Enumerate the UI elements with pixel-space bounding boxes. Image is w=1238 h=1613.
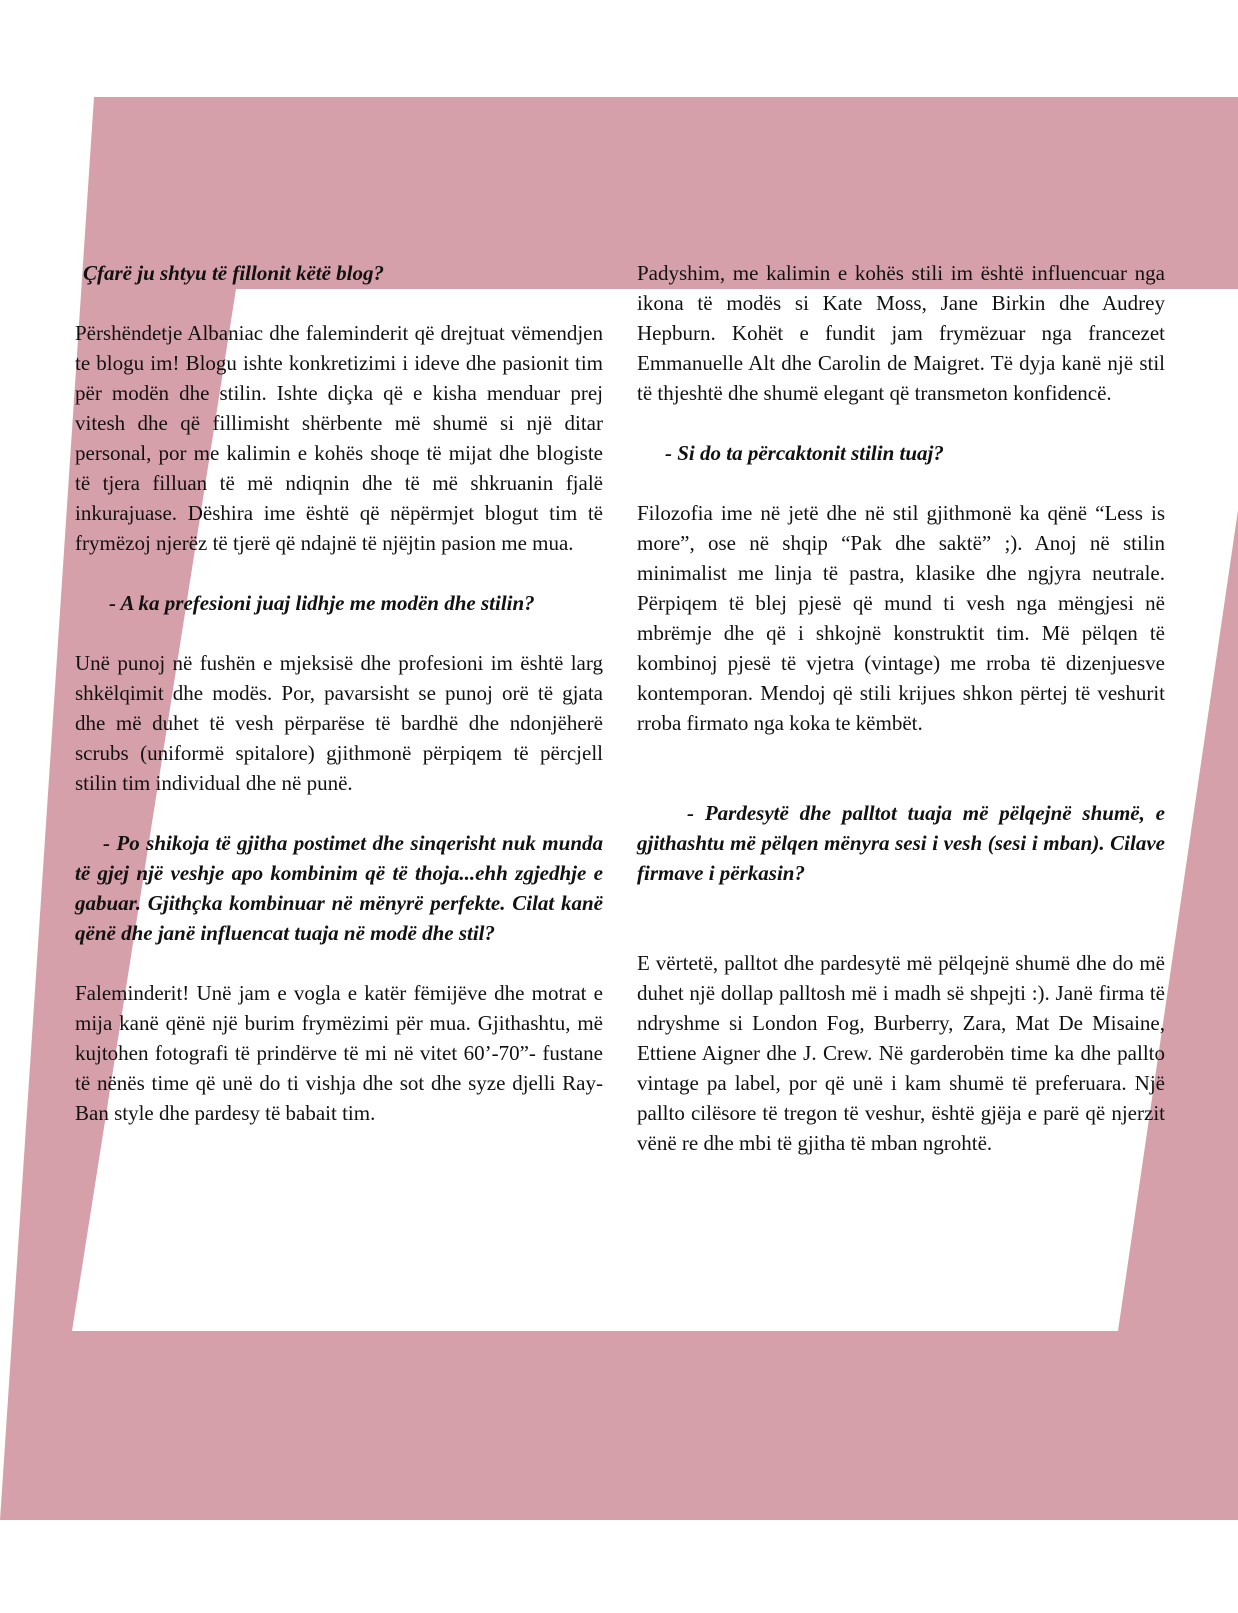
spacer [637,888,1165,948]
spacer [637,738,1165,798]
spacer [75,288,603,318]
question-style: - Si do ta përcaktonit stilin tuaj? [665,441,944,465]
answer-coats: E vërtetë, palltot dhe pardesytë më pëlqejnë shumë dhe do më duhet një dollap palltosh më i madh së shpejti :). Janë firma të ndryshme si London Fog, Burberry, Zara, Mat De Misaine, Ettiene Aigner dhe J. Crew. Në garderobën time ka dhe pallto vintage pa label, por që unë i kam shumë të preferuara. Një pallto cilësore të tregon të veshur, është gjëja e parë që njerzit vënë re dhe mbi të gjitha të mban ngrohtë. [637,951,1165,1155]
answer-influences-part1: Faleminderit! Unë jam e vogla e katër fëmijëve dhe motrat e mija kanë qënë një burim frymëzimi për mua. Gjithashtu, më kujtohen fotografi të prindërve të mi në vitet 60’-70”- fustane të nënës time që unë do ti vishja dhe sot dhe syze djelli Ray-Ban style dhe pardesy të babait tim. [75,981,603,1125]
question-influences: - Po shikoja të gjitha postimet dhe sinqerisht nuk munda të gjej një veshje apo kombinim që të thoja...ehh zgjedhje e gabuar. Gjithçka kombinuar në mënyrë perfekte. Cilat kanë qënë dhe janë influencat tuaja në modë dhe stil? [75,831,603,945]
spacer [75,798,603,828]
left-column [75,258,603,1128]
question-profession: - A ka prefesioni juaj lidhje me modën dhe stilin? [109,591,535,615]
question-start-blog: Çfarë ju shtyu të fillonit këtë blog? [83,261,385,285]
answer-influences-part2: Padyshim, me kalimin e kohës stili im është influencuar nga ikona të modës si Kate Moss, Jane Birkin dhe Audrey Hepburn. Kohët e fundit jam frymëzuar nga francezet Emmanuelle Alt dhe Carolin de Maigret. Të dyja kanë një stil të thjeshtë dhe shumë elegant që transmeton konfidencë. [637,261,1165,405]
spacer [75,558,603,588]
answer-start-blog: Përshëndetje Albaniac dhe faleminderit që drejtuat vëmendjen te blogu im! Blogu ishte konkretizimi i ideve dhe pasionit tim për modën dhe stilin. Ishte diçka që e kisha menduar prej vitesh dhe që fillimisht shërbente më shumë si një ditar personal, por me kalimin e kohës shoqe të mijat dhe blogiste të tjera filluan të më ndiqnin dhe të më shkruanin fjalë inkurajuase. Dëshira ime është që nëpërmjet blogut tim të frymëzoj njerëz të tjerë që ndajnë të njëjtin pasion me mua. [75,321,603,555]
answer-profession: Unë punoj në fushën e mjeksisë dhe profesioni im është larg shkëlqimit dhe modës. Por, pavarsisht se punoj orë të gjata dhe më duhet të vesh përparëse të bardhë dhe ndonjëherë scrubs (uniformë spitalore) gjithmonë përpiqem të përcjell stilin tim individual dhe në punë. [75,651,603,795]
answer-style: Filozofia ime në jetë dhe në stil gjithmonë ka qënë “Less is more”, ose në shqip “Pak dhe saktë” ;). Anoj në stilin minimalist me linja të pastra, klasike dhe ngjyra neutrale. Përpiqem të blej pjesë që mund ti vesh nga mëngjesi në mbrëmje dhe që i shkojnë konstruktit tim. Më pëlqen të kombinoj pjesë të vjetra (vintage) me rroba të dizenjuesve kontemporan. Mendoj që stili krijues shkon përtej të veshurit rroba firmato nga koka te këmbët. [637,501,1165,735]
spacer [75,948,603,978]
spacer [637,468,1165,498]
spacer [75,618,603,648]
question-coats: - Pardesytë dhe palltot tuaja më pëlqejnë shumë, e gjithashtu më pëlqen mënyra sesi i vesh (sesi i mban). Cilave firmave i përkasin? [637,801,1165,885]
spacer [637,408,1165,438]
right-column [637,258,1165,1158]
